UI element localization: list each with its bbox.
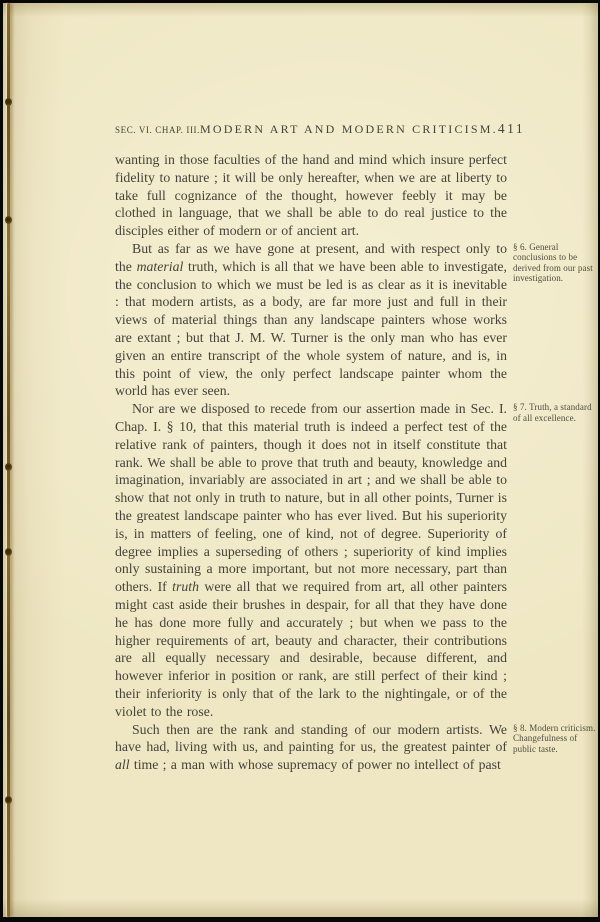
page-header [115,121,526,136]
binding-edge [7,3,10,917]
text-segment: wanting in those faculties of the hand and mind which insure perfect fidelity to nature ; it will be only hereafter, when we are at liberty to take full cognizance of the thought, however feebly it may be clothed in language, that we shall be able to do real justice to the disciples either of modern or of ancient art. [115,152,507,239]
paragraph [115,240,593,400]
section-label: SEC. VI. CHAP. III. [115,125,200,135]
text-segment: But as far as we have gone at present, and with respect only to the [115,240,507,274]
text-segment: time ; a man with whose supremacy of power no intellect of past [129,757,501,773]
body-text [115,151,596,774]
paragraph [115,151,507,240]
stitch-mark [5,98,12,106]
text-segment: truth, which is all that we have been able to investigate, the conclusion to which we must be led is as clear as it is inevitable : that modern artists, as a body, are far more just and full in their views of material things than any landscape painters whose works are extant ; but that J. M. W. Turner is the only man who has ever given an entire transcript of the whole system of nature, and is, in this point of view, the only perfect landscape painter whom the world has ever seen. [115,258,507,399]
stitch-mark [5,216,12,224]
margin-note: § 8. Modern criticism. Changefulness of public taste. [513,722,596,754]
margin-note: § 6. General conclusions to be derived from our past investigation. [513,241,593,284]
text-segment: Such then are the rank and standing of our modern artists. We have had, living with us, and painting for us, the greatest painter of [115,721,507,755]
stitch-mark [5,548,12,556]
paragraph [115,721,596,774]
text-segment: were all that we required from art, all other painters might cast aside their brushes in despair, for all that they have done he has done more fully and accurately ; but when we pass to the higher requirements of art, beauty and character, their contributions are all equally necessary and desirable, because different, and however inferior in position or rank, are still perfect of their kind ; their inferiority is only that of the lark to the nightingale, or of the violet to the rose. [115,579,507,719]
stitch-mark [5,463,12,471]
emphasized-text: truth [172,579,200,595]
stitch-mark [5,796,12,804]
page-number: 411 [497,121,526,136]
text-segment: Nor are we disposed to recede from our assertion made in Sec. I. Chap. I. § 10, that this material truth is indeed a perfect test of the relative rank of painters, though it does not in itself constitute that rank. We shall be able to prove that truth and beauty, knowledge and imagination, invariably are associated in art ; and we shall be able to show that not only in truth to nature, but in all other points, Turner is the greatest landscape painter who has ever lived. But his superiority is, in matters of feeling, one of kind, not of degree. Superiority of degree implies a superseding of others ; superiority of kind implies only sustaining a more important, but not more necessary, part than others. If [115,401,507,595]
text-block [115,121,596,774]
emphasized-text: all [115,757,130,773]
paragraph [115,400,592,720]
running-title: MODERN ART AND MODERN CRITICISM. [200,122,498,136]
book-page [3,3,598,917]
margin-note: § 7. Truth, a standard of all excellence. [513,402,592,423]
emphasized-text: material [136,258,184,274]
